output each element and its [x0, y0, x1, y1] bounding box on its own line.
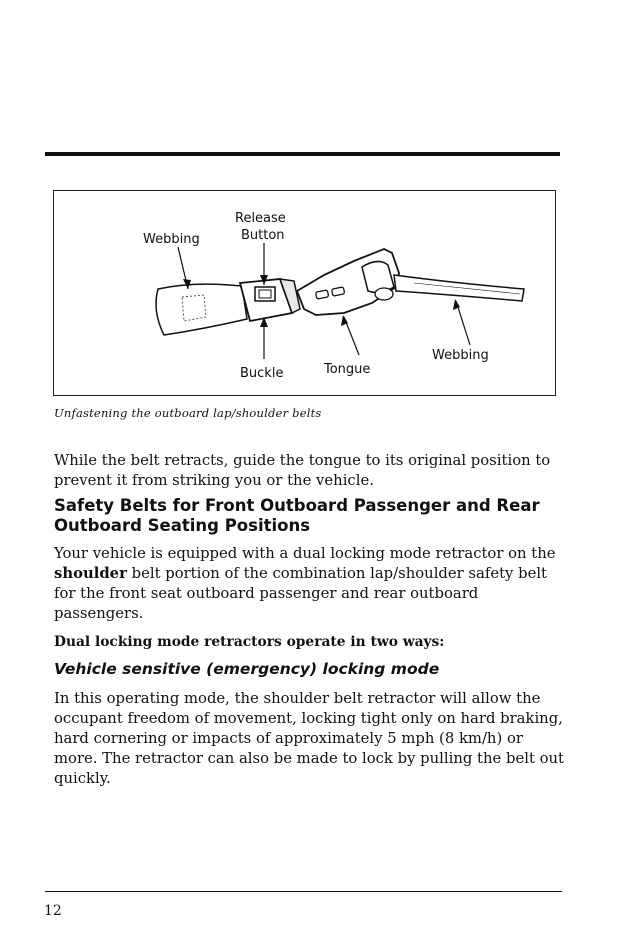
label-webbing-right: Webbing: [432, 348, 489, 363]
latch-roller: [375, 288, 393, 300]
paragraph-dual-locking: [54, 544, 564, 624]
seatbelt-illustration: [54, 191, 557, 397]
paragraph-belt-retracts: While the belt retracts, guide the tongue to its original position to prevent it from striking you or the vehicle.: [54, 452, 551, 489]
section-heading: Safety Belts for Front Outboard Passenger and Rear Outboard Seating Positions: [54, 496, 540, 535]
bold-shoulder: shoulder: [54, 565, 127, 582]
seatbelt-figure: [53, 190, 556, 396]
label-webbing-left: Webbing: [143, 232, 200, 247]
subheading-two-ways: Dual locking mode retractors operate in two ways:: [54, 634, 445, 650]
paragraph-operating-mode: In this operating mode, the shoulder belt retractor will allow the occupant freedom of movement, locking tight only on hard braking, hard cornering or impacts of approximately 5 mph (8 km/h) or more. The retractor can also be made to lock by pulling the belt out quickly.: [54, 690, 564, 787]
mode-heading: Vehicle sensitive (emergency) locking mode: [54, 660, 440, 678]
label-tongue: Tongue: [324, 362, 371, 377]
top-rule: [45, 152, 560, 156]
paragraph-text-start: Your vehicle is equipped with a dual locking mode retractor on the: [54, 545, 556, 562]
label-button: Button: [241, 228, 285, 243]
figure-caption: Unfastening the outboard lap/shoulder belts: [54, 406, 322, 420]
page-number: 12: [44, 903, 62, 919]
paragraph-text-end: belt portion of the combination lap/shoulder safety belt for the front seat outboard passenger and rear outboard passengers.: [54, 565, 547, 622]
left-webbing-strap: [156, 284, 247, 335]
label-buckle: Buckle: [240, 366, 284, 381]
label-release: Release: [235, 211, 286, 226]
right-webbing-strap: [394, 275, 524, 301]
bottom-rule: [45, 891, 562, 892]
release-button: [255, 287, 275, 301]
